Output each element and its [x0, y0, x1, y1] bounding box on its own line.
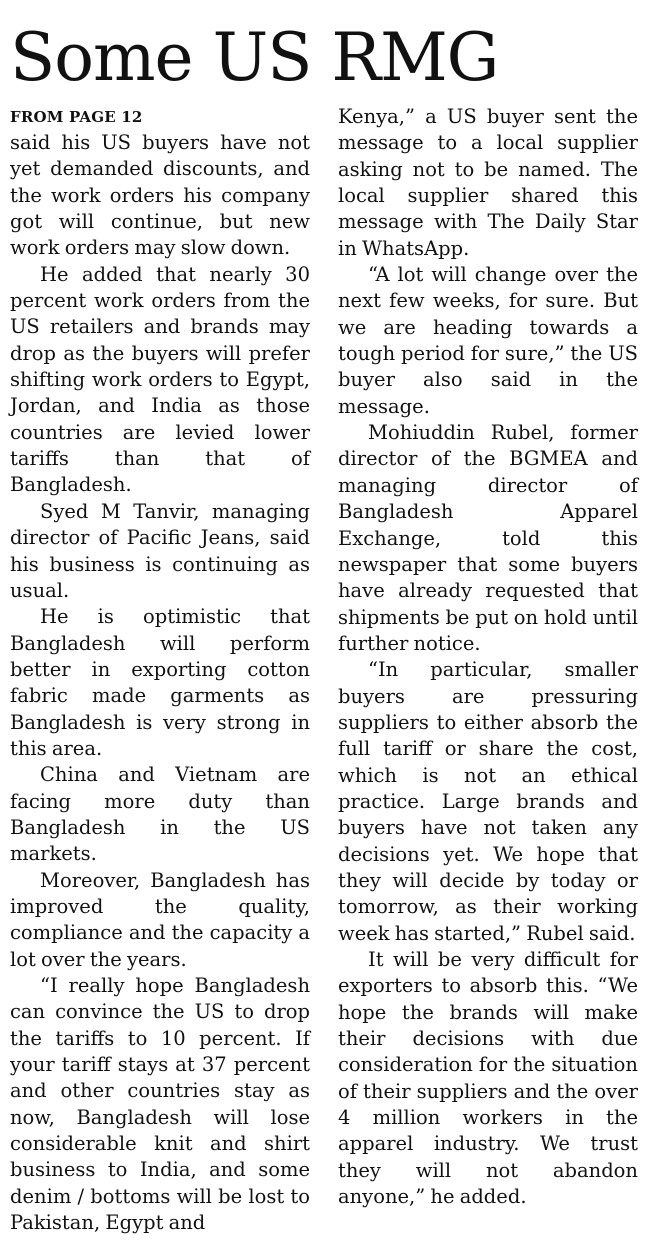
paragraph: He is optimistic that Bangladesh will perform better in exporting cotton fabric made garments as Bangladesh is very strong in this area. — [10, 605, 310, 760]
paragraph: said his US buyers have not yet demanded discounts, and the work orders his company got will continue, but new work orders may slow down. — [10, 131, 310, 260]
paragraph: Moreover, Bangladesh has improved the quality, compliance and the capacity a lot over the years. — [10, 868, 310, 971]
headline: Some US RMG — [10, 19, 499, 96]
paragraph: It will be very difficult for exporters to absorb this. “We hope the brands will make their decisions with due consideration for the situation of their suppliers and the over 4 million workers in the apparel industry. We trust they will not abandon anyone,” he added. — [338, 948, 638, 1209]
paragraph: China and Vietnam are facing more duty than Bangladesh in the US markets. — [10, 763, 310, 866]
paragraph: He added that nearly 30 percent work orders from the US retailers and brands may drop as the buyers will prefer shifting work orders to Egypt, Jordan, and India as those countries are levied lower tariffs than that of Bangladesh. — [10, 262, 310, 497]
paragraph: Mohiuddin Rubel, former director of the BGMEA and managing director of Bangladesh Apparel Exchange, told this newspaper that some buyers have already requested that shipments be put on hold until further notice. — [338, 421, 638, 655]
paragraph: “A lot will change over the next few weeks, for sure. But we are heading towards a tough period for sure,” the US buyer also said in the message. — [338, 263, 638, 418]
paragraph: Syed M Tanvir, managing director of Pacific Jeans, said his business is continuing as usual. — [10, 499, 310, 602]
article-column-left — [10, 104, 310, 1236]
paragraph: Kenya,” a US buyer sent the message to a local supplier asking not to be named. The local supplier shared this message with The Daily Star in WhatsApp. — [338, 105, 638, 260]
paragraph: “In particular, smaller buyers are pressuring suppliers to either absorb the full tariff or share the cost, which is not an ethical practice. Large brands and buyers have not taken any decisions yet. We hope that they will decide by today or tomorrow, as their working week has started,” Rubel said. — [338, 658, 638, 945]
article-column-right — [338, 104, 638, 1210]
jump-kicker: FROM PAGE 12 — [10, 108, 143, 126]
paragraph: “I really hope Bangladesh can convince the US to drop the tariffs to 10 percent. If your tariff stays at 37 percent and other countries stay as now, Bangladesh will lose considerable knit and shirt business to India, and some denim / bottoms will be lost to Pakistan, Egypt and — [10, 974, 310, 1235]
